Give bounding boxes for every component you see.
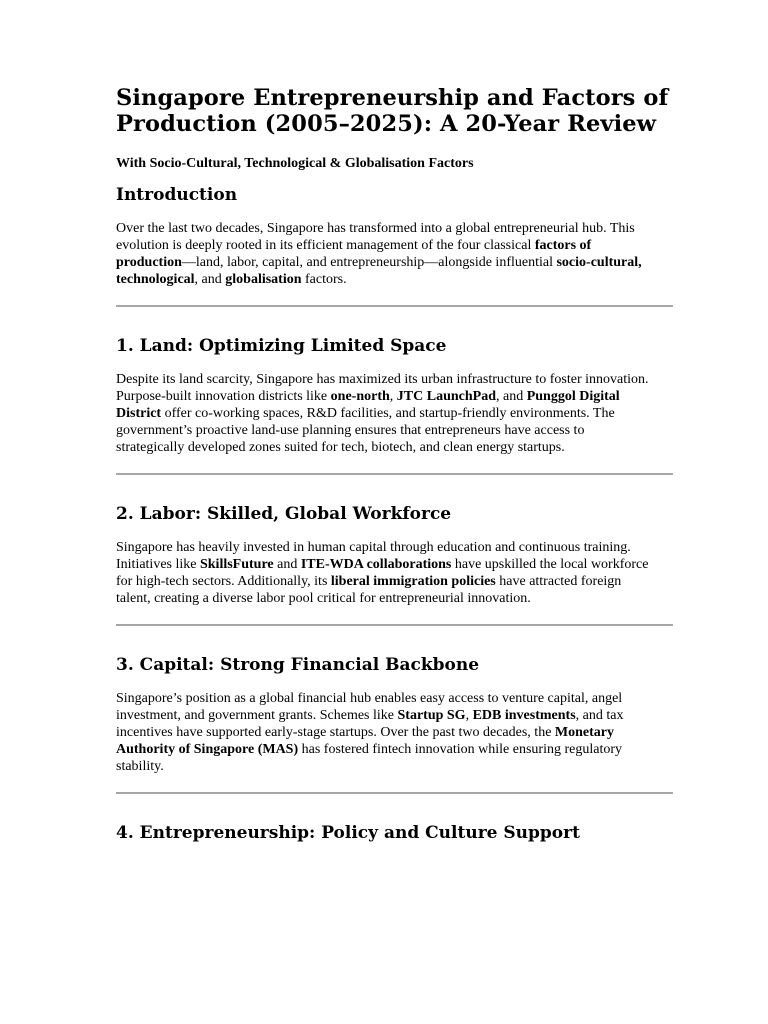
land-paragraph: Despite its land scarcity, Singapore has maximized its urban infrastructure to foster innovation. Purpose-built innovation districts like one-north, JTC LaunchPad, and Punggol Digital District offer co-working spaces, R&D facilities, and startup-friendly environments. The government’s proactive land-use planning ensures that entrepreneurs have access to strategically developed zones suited for tech, biotech, and clean energy startups. xyxy=(116,372,649,455)
section-heading-entrepreneurship: 4. Entrepreneurship: Policy and Culture Support xyxy=(116,823,580,843)
section-heading-land: 1. Land: Optimizing Limited Space xyxy=(116,336,447,356)
section-heading-labor: 2. Labor: Skilled, Global Workforce xyxy=(116,504,452,524)
section-heading-introduction: Introduction xyxy=(116,185,238,205)
section-heading-capital: 3. Capital: Strong Financial Backbone xyxy=(116,655,480,675)
document-subtitle: With Socio-Cultural, Technological & Globalisation Factors xyxy=(116,156,474,171)
capital-paragraph: Singapore’s position as a global financial hub enables easy access to venture capital, angel investment, and government grants. Schemes like Startup SG, EDB investments, and tax incentives have supported early-stage startups. Over the past two decades, the Monetary Authority of Singapore (MAS) has fostered fintech innovation while ensuring regulatory stability. xyxy=(116,691,624,774)
intro-paragraph: Over the last two decades, Singapore has transformed into a global entrepreneurial hub. This evolution is deeply rooted in its efficient management of the four classical factors of production—land, labor, capital, and entrepreneurship—alongside influential socio-cultural, technological, and globalisation factors. xyxy=(116,221,642,287)
document-page xyxy=(116,86,674,858)
document-title: Singapore Entrepreneurship and Factors of Production (2005–2025): A 20-Year Review xyxy=(116,85,669,137)
labor-paragraph: Singapore has heavily invested in human capital through education and continuous training. Initiatives like SkillsFuture and ITE-WDA collaborations have upskilled the local workforce for high-tech sectors. Additionally, its liberal immigration policies have attracted foreign talent, creating a diverse labor pool critical for entrepreneurial innovation. xyxy=(116,540,649,606)
